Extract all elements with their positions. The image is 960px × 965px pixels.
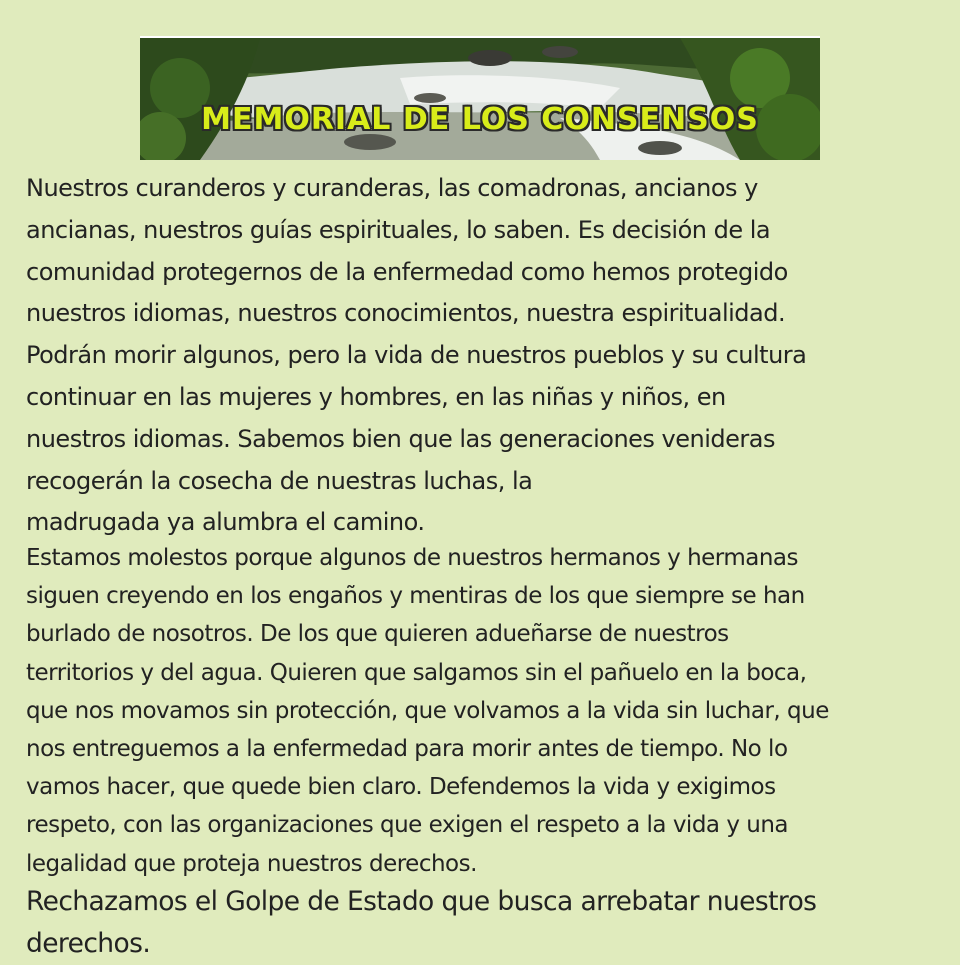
paragraph-3 xyxy=(26,881,816,965)
text-line: Estamos molestos porque algunos de nuestros hermanos y hermanas xyxy=(26,545,799,571)
text-line: comunidad protegernos de la enfermedad como hemos protegido xyxy=(26,257,788,286)
text-line: vamos hacer, que quede bien claro. Defendemos la vida y exigimos xyxy=(26,774,776,801)
paragraph-2 xyxy=(26,539,829,883)
banner-title: MEMORIAL DE LOS CONSENSOS xyxy=(201,102,759,137)
text-line: ancianas, nuestros guías espirituales, lo saben. Es decisión de la xyxy=(26,215,771,244)
text-line: madrugada ya alumbra el camino. xyxy=(26,508,425,537)
text-line: continuar en las mujeres y hombres, en las niñas y niños, en xyxy=(26,382,726,411)
text-line: que nos movamos sin protección, que volvamos a la vida sin luchar, que xyxy=(26,697,829,724)
river-landscape-photo xyxy=(140,38,820,160)
text-line: Nuestros curanderos y curanderas, las comadronas, ancianos y xyxy=(26,174,758,202)
text-line: burlado de nosotros. De los que quieren adueñarse de nuestros xyxy=(26,621,729,648)
text-line: nos entreguemos a la enfermedad para morir antes de tiempo. No lo xyxy=(26,736,788,763)
text-line: nuestros idiomas. Sabemos bien que las generaciones venideras xyxy=(26,424,775,453)
paragraph-1 xyxy=(26,168,806,544)
banner-image xyxy=(140,36,820,160)
text-line: legalidad que proteja nuestros derechos. xyxy=(26,850,477,877)
text-line: Podrán morir algunos, pero la vida de nuestros pueblos y su cultura xyxy=(26,341,807,370)
text-line: siguen creyendo en los engaños y mentiras de los que siempre se han xyxy=(26,583,805,610)
text-line: recogerán la cosecha de nuestras luchas, la xyxy=(26,466,533,495)
text-line: respeto, con las organizaciones que exigen el respeto a la vida y una xyxy=(26,812,788,839)
text-line: nuestros idiomas, nuestros conocimientos, nuestra espiritualidad. xyxy=(26,299,786,328)
text-line: territorios y del agua. Quieren que salgamos sin el pañuelo en la boca, xyxy=(26,659,807,686)
text-line: Rechazamos el Golpe de Estado que busca arrebatar nuestros xyxy=(26,886,817,917)
text-line: derechos. xyxy=(26,928,151,959)
